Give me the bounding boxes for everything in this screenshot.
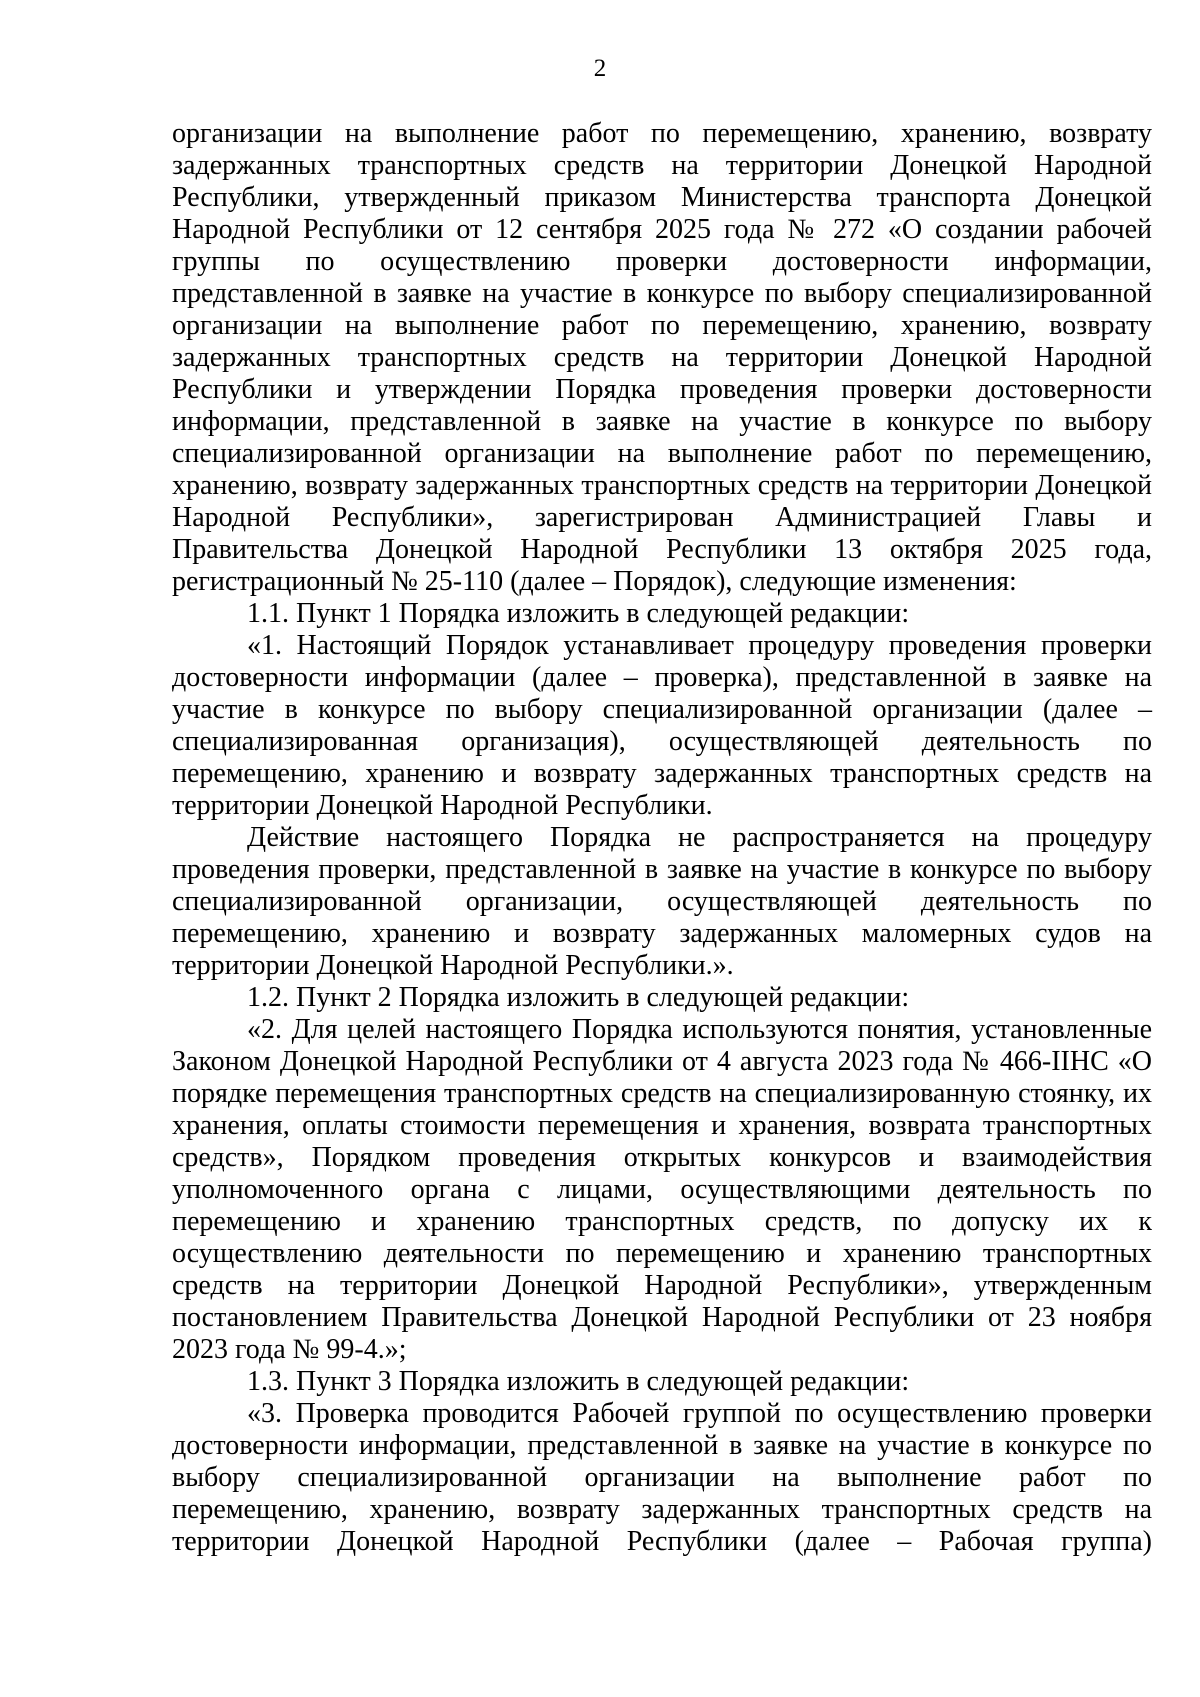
paragraph-item-1-3: 1.3. Пункт 3 Порядка изложить в следующей редакции: bbox=[247, 1366, 910, 1397]
paragraph-intro: организации на выполнение работ по перемещению, хранению, возврату задержанных транспортных средств на территории Донецкой Народной Республики, утвержденный приказом Министерства транспорта Донецкой Народной Республики от 12 сентября 2025 года № 272 «О создании рабочей группы по осуществлению проверки достоверности информации, представленной в заявке на участие в конкурсе по выбору специализированной организации на выполнение работ по перемещению, хранению, возврату задержанных транспортных средств на территории Донецкой Народной Республики и утверждении Порядка проведения проверки достоверности информации, представленной в заявке на участие в конкурсе по выбору специализированной организации на выполнение работ по перемещению, хранению, возврату задержанных транспортных средств на территории Донецкой Народной Республики», зарегистрирован Администрацией Главы и Правительства Донецкой Народной Республики 13 октября 2025 года, регистрационный № 25-110 (далее – Порядок), следующие изменения: bbox=[172, 118, 1152, 597]
paragraph-clause-1-exception: Действие настоящего Порядка не распространяется на процедуру проведения проверки, представленной в заявке на участие в конкурсе по выбору специализированной организации, осуществляющей деятельность по перемещению, хранению и возврату задержанных маломерных судов на территории Донецкой Народной Республики.». bbox=[172, 822, 1152, 981]
paragraph-clause-1: «1. Настоящий Порядок устанавливает процедуру проведения проверки достоверности информации (далее – проверка), представленной в заявке на участие в конкурсе по выбору специализированной организации (далее – специализированная организация), осуществляющей деятельность по перемещению, хранению и возврату задержанных транспортных средств на территории Донецкой Народной Республики. bbox=[172, 630, 1152, 821]
paragraph-clause-2: «2. Для целей настоящего Порядка используются понятия, установленные Законом Донецкой Народной Республики от 4 августа 2023 года № 466-IIНС «О порядке перемещения транспортных средств на специализированную стоянку, их хранения, оплаты стоимости перемещения и хранения, возврата транспортных средств», Порядком проведения открытых конкурсов и взаимодействия уполномоченного органа с лицами, осуществляющими деятельность по перемещению и хранению транспортных средств, по допуску их к осуществлению деятельности по перемещению и хранению транспортных средств на территории Донецкой Народной Республики», утвержденным постановлением Правительства Донецкой Народной Республики от 23 ноября 2023 года № 99-4.»; bbox=[172, 1014, 1152, 1365]
paragraph-item-1-2: 1.2. Пункт 2 Порядка изложить в следующей редакции: bbox=[247, 982, 910, 1013]
paragraph-item-1-1: 1.1. Пункт 1 Порядка изложить в следующей редакции: bbox=[247, 598, 910, 629]
paragraph-clause-3: «3. Проверка проводится Рабочей группой по осуществлению проверки достоверности информации, представленной в заявке на участие в конкурсе по выбору специализированной организации на выполнение работ по перемещению, хранению, возврату задержанных транспортных средств на территории Донецкой Народной Республики (далее – Рабочая группа) bbox=[172, 1398, 1152, 1557]
document-body bbox=[172, 118, 1152, 1558]
page-number: 2 bbox=[593, 55, 607, 82]
